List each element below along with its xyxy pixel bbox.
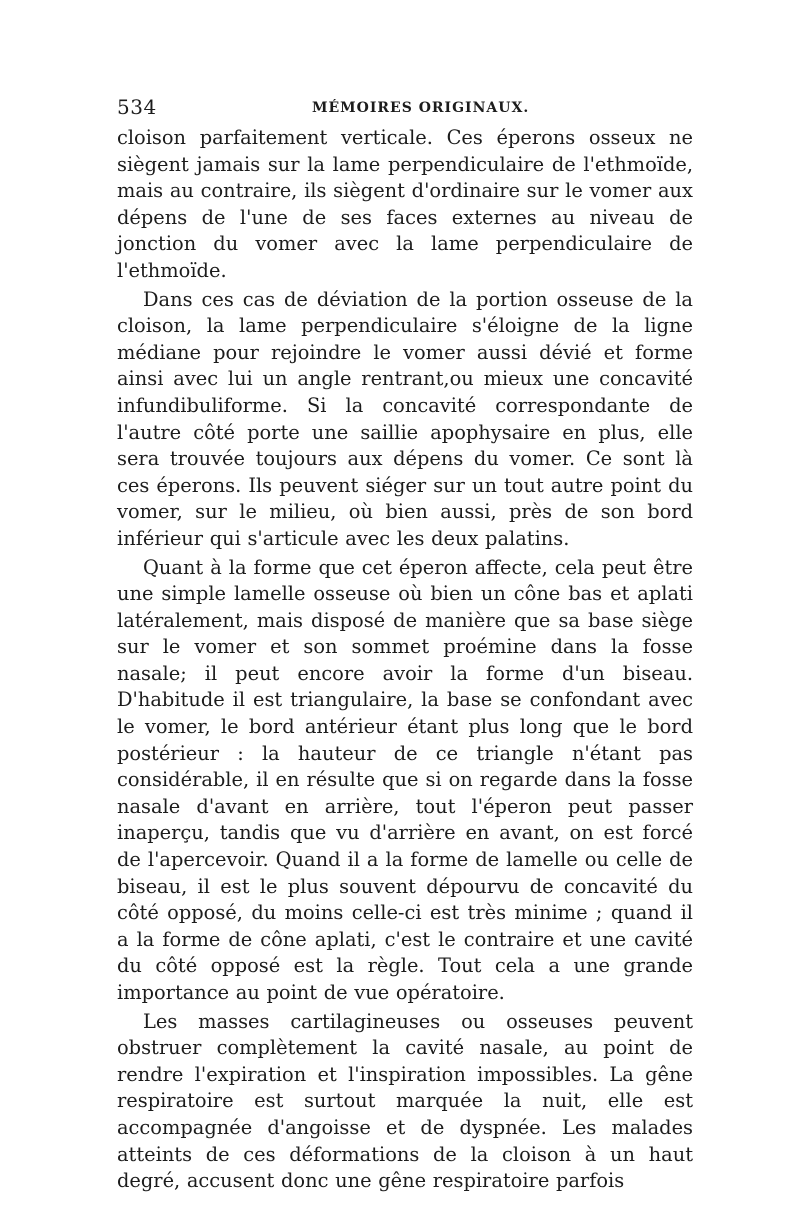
- paragraph-obstruction: Les masses cartilagineuses ou osseuses peuvent obstruer complètement la cavité nasale, au point de rendre l'expiration et l'inspiration impossibles. La gêne respiratoire est surtout marquée la nuit, elle est accompagnée d'angoisse et de dyspnée. Les malades atteints de ces déformations de la cloison à un haut degré, accusent donc une gêne respiratoire parfois: [117, 1009, 693, 1193]
- body-text: [117, 125, 693, 1195]
- paragraph-continuation: cloison parfaitement verticale. Ces éperons osseux ne siègent jamais sur la lame perpendiculaire de l'ethmoïde, mais au contraire, ils siègent d'ordinaire sur le vomer aux dépens de l'une de ses faces externes au niveau de jonction du vomer avec la lame perpendiculaire de l'ethmoïde.: [117, 126, 693, 282]
- paragraph-deviation: Dans ces cas de déviation de la portion osseuse de la cloison, la lame perpendiculaire s'éloigne de la ligne médiane pour rejoindre le vomer aussi dévié et forme ainsi avec lui un angle rentrant,ou mieux une concavité infundibuliforme. Si la concavité correspondante de l'autre côté porte une saillie apophysaire en plus, elle sera trouvée toujours aux dépens du vomer. Ce sont là ces éperons. Ils peuvent siéger sur un tout autre point du vomer, sur le milieu, où bien aussi, près de son bord inférieur qui s'articule avec les deux palatins.: [117, 287, 693, 550]
- page-number: 534: [117, 95, 157, 119]
- running-head: [117, 95, 692, 125]
- paragraph-spur-shape: Quant à la forme que cet éperon affecte, cela peut être une simple lamelle osseuse où bien un cône bas et aplati latéralement, mais disposé de manière que sa base siège sur le vomer et son sommet proémine dans la fosse nasale; il peut encore avoir la forme d'un biseau. D'habitude il est triangulaire, la base se confondant avec le vomer, le bord antérieur étant plus long que le bord postérieur : la hauteur de ce triangle n'étant pas considérable, il en résulte que si on regarde dans la fosse nasale d'avant en arrière, tout l'éperon peut passer inaperçu, tandis que vu d'arrière en avant, on est forcé de l'apercevoir. Quand il a la forme de lamelle ou celle de biseau, il est le plus souvent dépourvu de concavité du côté opposé, du moins celle-ci est très minime ; quand il a la forme de cône aplati, c'est le contraire et une cavité du côté opposé est la règle. Tout cela a une grande importance au point de vue opératoire.: [117, 555, 693, 1004]
- running-title: MÉMOIRES ORIGINAUX.: [312, 100, 530, 116]
